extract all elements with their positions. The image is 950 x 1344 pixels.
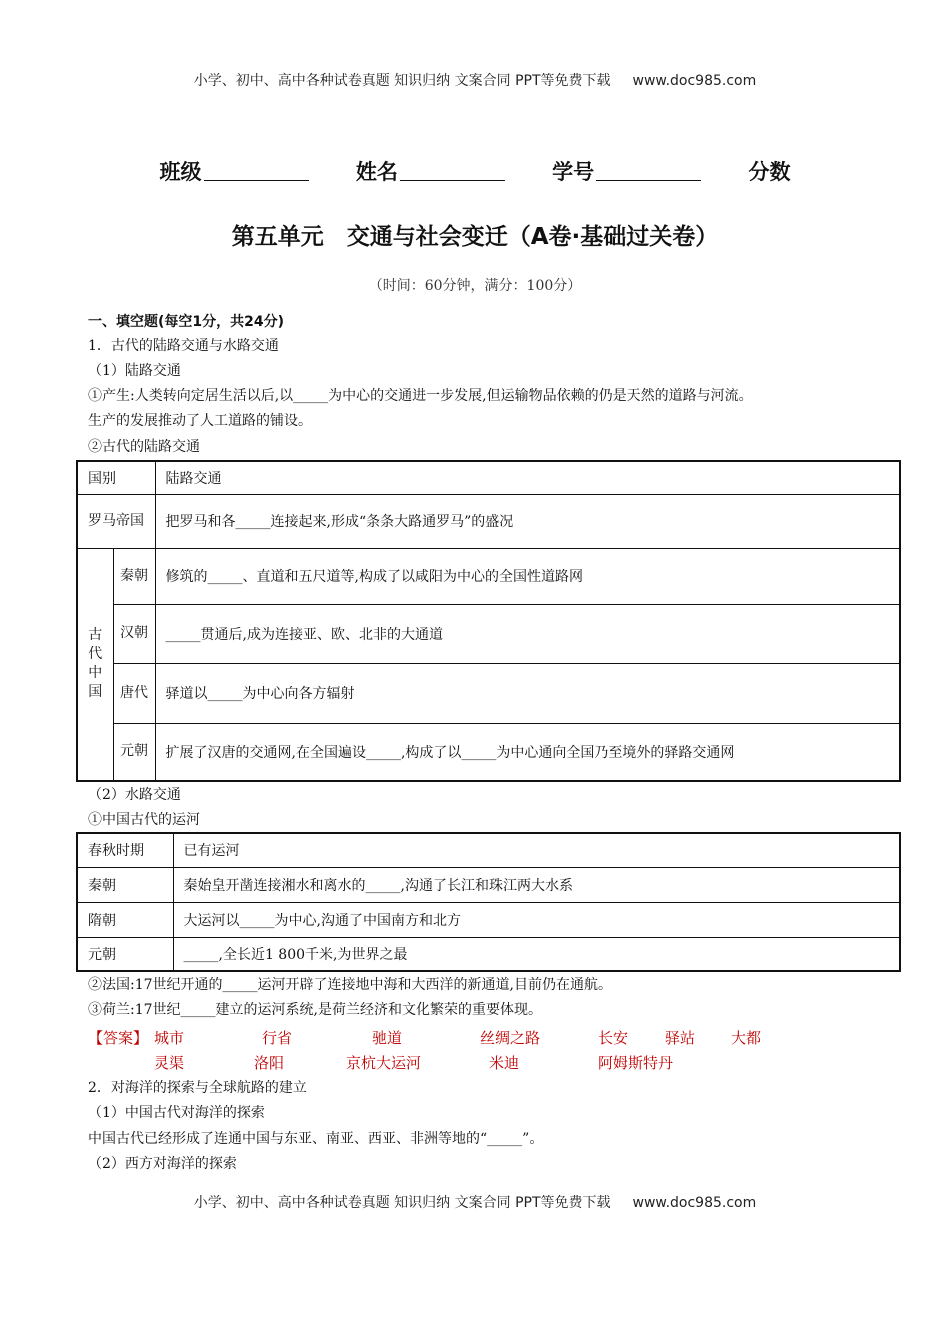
name-label: 姓名	[355, 160, 398, 184]
answer-item: 京杭大运河	[346, 1054, 422, 1072]
footer-url[interactable]: www.doc985.com	[632, 1195, 757, 1211]
table-header: 陆路交通	[155, 461, 900, 494]
answer-item: 驰道	[372, 1029, 403, 1047]
table-cell: 已有运河	[173, 833, 900, 867]
table-cell: _____贯通后,成为连接亚、欧、北非的大通道	[155, 604, 900, 663]
table-cell: 罗马帝国	[77, 494, 155, 548]
page-header	[0, 70, 950, 90]
table-row	[77, 937, 900, 971]
answer-item: 行省	[262, 1029, 293, 1047]
subheading-water: （2）水路交通	[88, 787, 181, 803]
table-cell: _____,全长近1 800千米,为世界之最	[173, 937, 900, 971]
table-cell: 春秋时期	[77, 833, 173, 867]
class-label: 班级	[159, 160, 202, 184]
student-id-blank[interactable]	[596, 162, 701, 181]
table-cell: 大运河以_____为中心,沟通了中国南方和北方	[173, 902, 900, 937]
text-line: ①产生:人类转向定居生活以后,以_____为中心的交通进一步发展,但运输物品依赖的仍是天然的道路与河流。	[88, 388, 753, 404]
header-url[interactable]: www.doc985.com	[632, 73, 757, 89]
text-line: ②法国:17世纪开通的_____运河开辟了连接地中海和大西洋的新通道,目前仍在通航。	[88, 977, 612, 993]
table-cell: 秦朝	[77, 867, 173, 902]
table-row	[77, 867, 900, 902]
table-cell: 元朝	[113, 723, 155, 781]
answer-item: 阿姆斯特丹	[598, 1054, 674, 1072]
text-line: ①中国古代的运河	[88, 812, 200, 828]
section-heading: 一、填空题(每空1分，共24分)	[88, 314, 285, 330]
exam-info: （时间：60分钟，满分：100分）	[368, 278, 582, 294]
table-row	[77, 604, 900, 663]
subheading-china-ocean: （1）中国古代对海洋的探索	[88, 1105, 265, 1121]
table-row	[77, 663, 900, 723]
question-1: 1．古代的陆路交通与水路交通	[88, 338, 279, 354]
answer-item: 灵渠	[154, 1054, 185, 1072]
table-cell: 扩展了汉唐的交通网,在全国遍设_____,构成了以_____为中心通向全国乃至境外的驿路交通网	[155, 723, 900, 781]
table-cell: 唐代	[113, 663, 155, 723]
subheading-west-ocean: （2）西方对海洋的探索	[88, 1156, 237, 1172]
student-info-line	[0, 156, 950, 186]
text-line: 生产的发展推动了人工道路的铺设。	[88, 413, 312, 429]
table-cell: 把罗马和各_____连接起来,形成“条条大路通罗马”的盛况	[155, 494, 900, 548]
subheading-land: （1）陆路交通	[88, 363, 181, 379]
header-text: 小学、初中、高中各种试卷真题 知识归纳 文案合同 PPT等免费下载	[193, 73, 611, 89]
text-line: 中国古代已经形成了连通中国与东亚、南亚、西亚、非洲等地的“_____”。	[88, 1131, 544, 1147]
table-cell: 元朝	[77, 937, 173, 971]
table-cell: 汉朝	[113, 604, 155, 663]
class-blank[interactable]	[204, 162, 309, 181]
answer-row-1	[88, 1027, 888, 1049]
page-title: 第五单元 交通与社会变迁（A卷·基础过关卷）	[231, 224, 719, 250]
answer-item: 长安	[598, 1029, 629, 1047]
answer-item: 大都	[731, 1029, 762, 1047]
table-row	[77, 902, 900, 937]
answer-item: 城市	[154, 1029, 185, 1047]
text-line: ②古代的陆路交通	[88, 439, 200, 455]
student-id-label: 学号	[552, 160, 595, 184]
table-row	[77, 494, 900, 548]
answer-row-2	[88, 1052, 888, 1074]
table-cell: 隋朝	[77, 902, 173, 937]
table-cell: 驿道以_____为中心向各方辐射	[155, 663, 900, 723]
question-2: 2．对海洋的探索与全球航路的建立	[88, 1080, 307, 1096]
land-transport-table	[76, 460, 901, 782]
table-cell: 修筑的_____、直道和五尺道等,构成了以咸阳为中心的全国性道路网	[155, 548, 900, 604]
page-footer	[0, 1192, 950, 1212]
table-row	[77, 833, 900, 867]
footer-text: 小学、初中、高中各种试卷真题 知识归纳 文案合同 PPT等免费下载	[193, 1195, 611, 1211]
name-blank[interactable]	[400, 162, 505, 181]
table-row	[77, 723, 900, 781]
table-cell: 秦朝	[113, 548, 155, 604]
table-cell: 古代中国	[77, 548, 113, 781]
canal-table	[76, 832, 901, 972]
table-cell: 秦始皇开凿连接湘水和离水的_____,沟通了长江和珠江两大水系	[173, 867, 900, 902]
text-line: ③荷兰:17世纪_____建立的运河系统,是荷兰经济和文化繁荣的重要体现。	[88, 1002, 542, 1018]
table-row	[77, 461, 900, 494]
score-label: 分数	[748, 160, 791, 184]
answer-item: 米迪	[489, 1054, 520, 1072]
answer-item: 驿站	[665, 1029, 696, 1047]
table-header: 国别	[77, 461, 155, 494]
answer-item: 丝绸之路	[480, 1029, 541, 1047]
answer-label: 【答案】	[88, 1029, 149, 1047]
table-row	[77, 548, 900, 604]
answer-item: 洛阳	[254, 1054, 285, 1072]
